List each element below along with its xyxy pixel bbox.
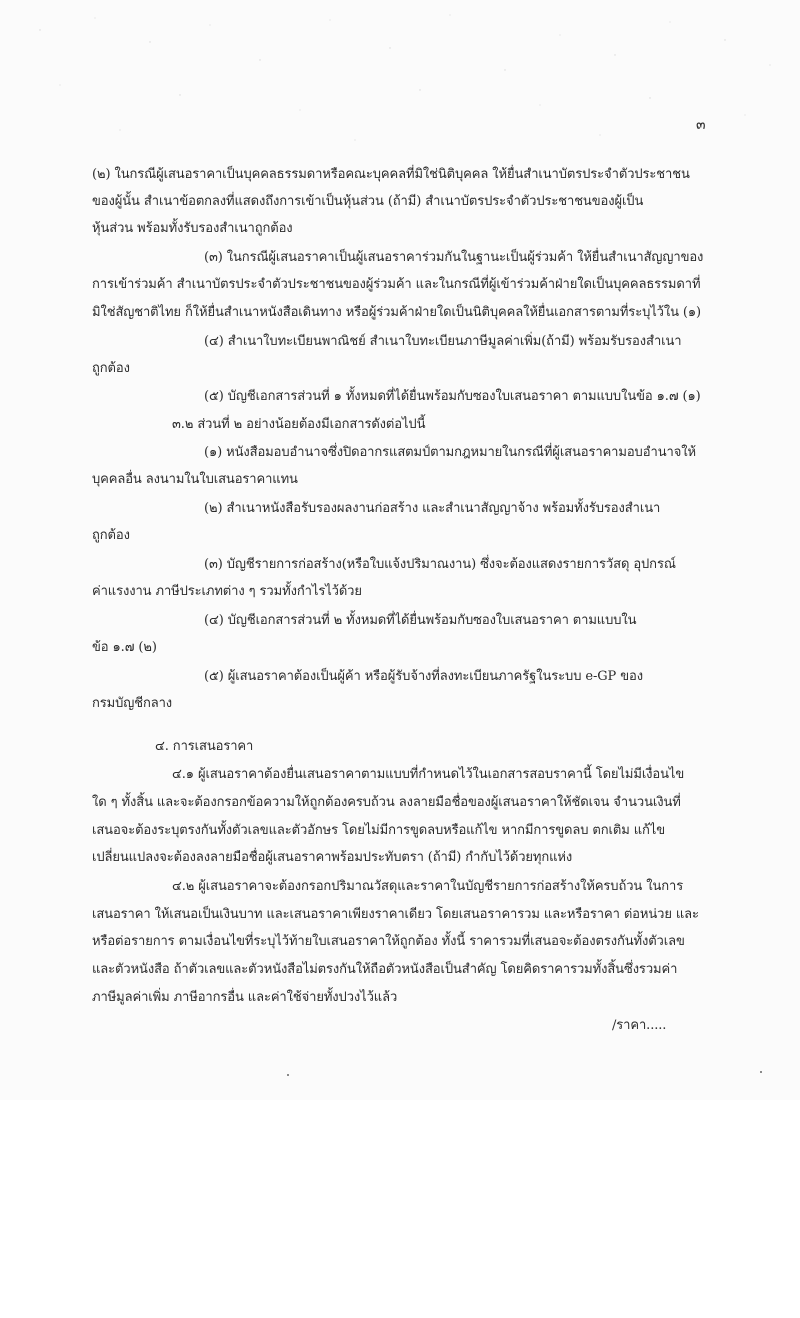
scan-noise xyxy=(0,0,800,160)
text-line: (๓) ในกรณีผู้เสนอราคาเป็นผู้เสนอราคาร่วมกันในฐานะเป็นผู้ร่วมค้า ให้ยื่นสำเนาสัญญาของ xyxy=(204,250,704,265)
text-line: (๓) บัญชีรายการก่อสร้าง(หรือใบแจ้งปริมาณงาน) ซึ่งจะต้องแสดงรายการวัสดุ อุปกรณ์ xyxy=(204,557,676,572)
text-line: เสนอราคา ให้เสนอเป็นเงินบาท และเสนอราคาเพียงราคาเดียว โดยเสนอราคารวม และหรือราคา ต่อหน่วย และ xyxy=(92,907,699,922)
text-line: หรือต่อรายการ ตามเงื่อนไขที่ระบุไว้ท้ายใบเสนอราคาให้ถูกต้อง ทั้งนี้ ราคารวมที่เสนอจะต้องตรงกันทั้งตัวเลข xyxy=(92,934,685,949)
section-heading: ๔. การเสนอราคา xyxy=(155,739,254,754)
text-line: ค่าแรงงาน ภาษีประเภทต่าง ๆ รวมทั้งกำไรไว้ด้วย xyxy=(92,584,362,599)
text-line: ภาษีมูลค่าเพิ่ม ภาษีอากรอื่น และค่าใช้จ่ายทั้งปวงไว้แล้ว xyxy=(92,990,398,1005)
text-line: ถูกต้อง xyxy=(92,528,130,543)
text-line: (๒) สำเนาหนังสือรับรองผลงานก่อสร้าง และสำเนาสัญญาจ้าง พร้อมทั้งรับรองสำเนา xyxy=(204,501,661,516)
section-heading: ๓.๒ ส่วนที่ ๒ อย่างน้อยต้องมีเอกสารดังต่อไปนี้ xyxy=(172,417,426,432)
page-number: ๓ xyxy=(696,117,706,133)
text-line: ข้อ ๑.๗ (๒) xyxy=(92,640,157,655)
text-line: ๔.๒ ผู้เสนอราคาจะต้องกรอกปริมาณวัสดุและราคาในบัญชีรายการก่อสร้างให้ครบถ้วน ในการ xyxy=(172,879,684,894)
text-line: (๕) ผู้เสนอราคาต้องเป็นผู้ค้า หรือผู้รับจ้างที่ลงทะเบียนภาครัฐในระบบ e-GP ของ xyxy=(204,669,643,684)
text-line: (๒) ในกรณีผู้เสนอราคาเป็นบุคคลธรรมดาหรือคณะบุคคลที่มิใช่นิติบุคคล ให้ยื่นสำเนาบัตรประจำตัวประชาชน xyxy=(92,167,690,182)
text-line: (๔) สำเนาใบทะเบียนพาณิชย์ สำเนาใบทะเบียนภาษีมูลค่าเพิ่ม(ถ้ามี) พร้อมรับรองสำเนา xyxy=(204,334,682,349)
text-line: เสนอจะต้องระบุตรงกันทั้งตัวเลขและตัวอักษร โดยไม่มีการขูดลบหรือแก้ไข หากมีการขูดลบ ตกเติม แก้ไข xyxy=(92,823,666,838)
text-line: เปลี่ยนแปลงจะต้องลงลายมือชื่อผู้เสนอราคาพร้อมประทับตรา (ถ้ามี) กำกับไว้ด้วยทุกแห่ง xyxy=(92,850,573,865)
continuation-marker: /ราคา..... xyxy=(612,1018,667,1033)
text-line: (๕) บัญชีเอกสารส่วนที่ ๑ ทั้งหมดที่ได้ยื่นพร้อมกับซองใบเสนอราคา ตามแบบในข้อ ๑.๗ (๑) xyxy=(204,389,701,404)
text-line: และตัวหนังสือ ถ้าตัวเลขและตัวหนังสือไม่ตรงกันให้ถือตัวหนังสือเป็นสำคัญ โดยคิดราคารวมทั้งสิ้นซึ่งรวมค่า xyxy=(92,962,678,977)
text-line: ๔.๑ ผู้เสนอราคาต้องยื่นเสนอราคาตามแบบที่กำหนดไว้ในเอกสารสอบราคานี้ โดยไม่มีเงื่อนไข xyxy=(172,767,685,782)
text-line: มิใช่สัญชาติไทย ก็ให้ยื่นสำเนาหนังสือเดินทาง หรือผู้ร่วมค้าฝ่ายใดเป็นนิติบุคคลให้ยื่นเอกสารตามที่ระบุไว้ใน (๑) xyxy=(92,305,702,320)
text-line: หุ้นส่วน พร้อมทั้งรับรองสำเนาถูกต้อง xyxy=(92,221,293,236)
text-line: ใด ๆ ทั้งสิ้น และจะต้องกรอกข้อความให้ถูกต้องครบถ้วน ลงลายมือชื่อของผู้เสนอราคาให้ชัดเจน จำนวนเงินที่ xyxy=(92,795,681,810)
text-line: บุคคลอื่น ลงนามในใบเสนอราคาแทน xyxy=(92,472,298,487)
text-line: (๔) บัญชีเอกสารส่วนที่ ๒ ทั้งหมดที่ได้ยื่นพร้อมกับซองใบเสนอราคา ตามแบบใน xyxy=(204,613,637,628)
scan-speck xyxy=(760,1071,762,1073)
text-line: (๑) หนังสือมอบอำนาจซึ่งปิดอากรแสตมป์ตามกฎหมายในกรณีที่ผู้เสนอราคามอบอำนาจให้ xyxy=(204,445,696,460)
text-line: ของผู้นั้น สำเนาข้อตกลงที่แสดงถึงการเข้าเป็นหุ้นส่วน (ถ้ามี) สำเนาบัตรประจำตัวประชาชนของผู้เป็น xyxy=(92,194,644,209)
text-line: การเข้าร่วมค้า สำเนาบัตรประจำตัวประชาชนของผู้ร่วมค้า และในกรณีที่ผู้เข้าร่วมค้าฝ่ายใดเป็นบุคคลธรรมดาที่ xyxy=(92,277,701,292)
text-line: กรมบัญชีกลาง xyxy=(92,696,173,711)
scan-speck xyxy=(287,1074,289,1076)
text-line: ถูกต้อง xyxy=(92,361,130,376)
